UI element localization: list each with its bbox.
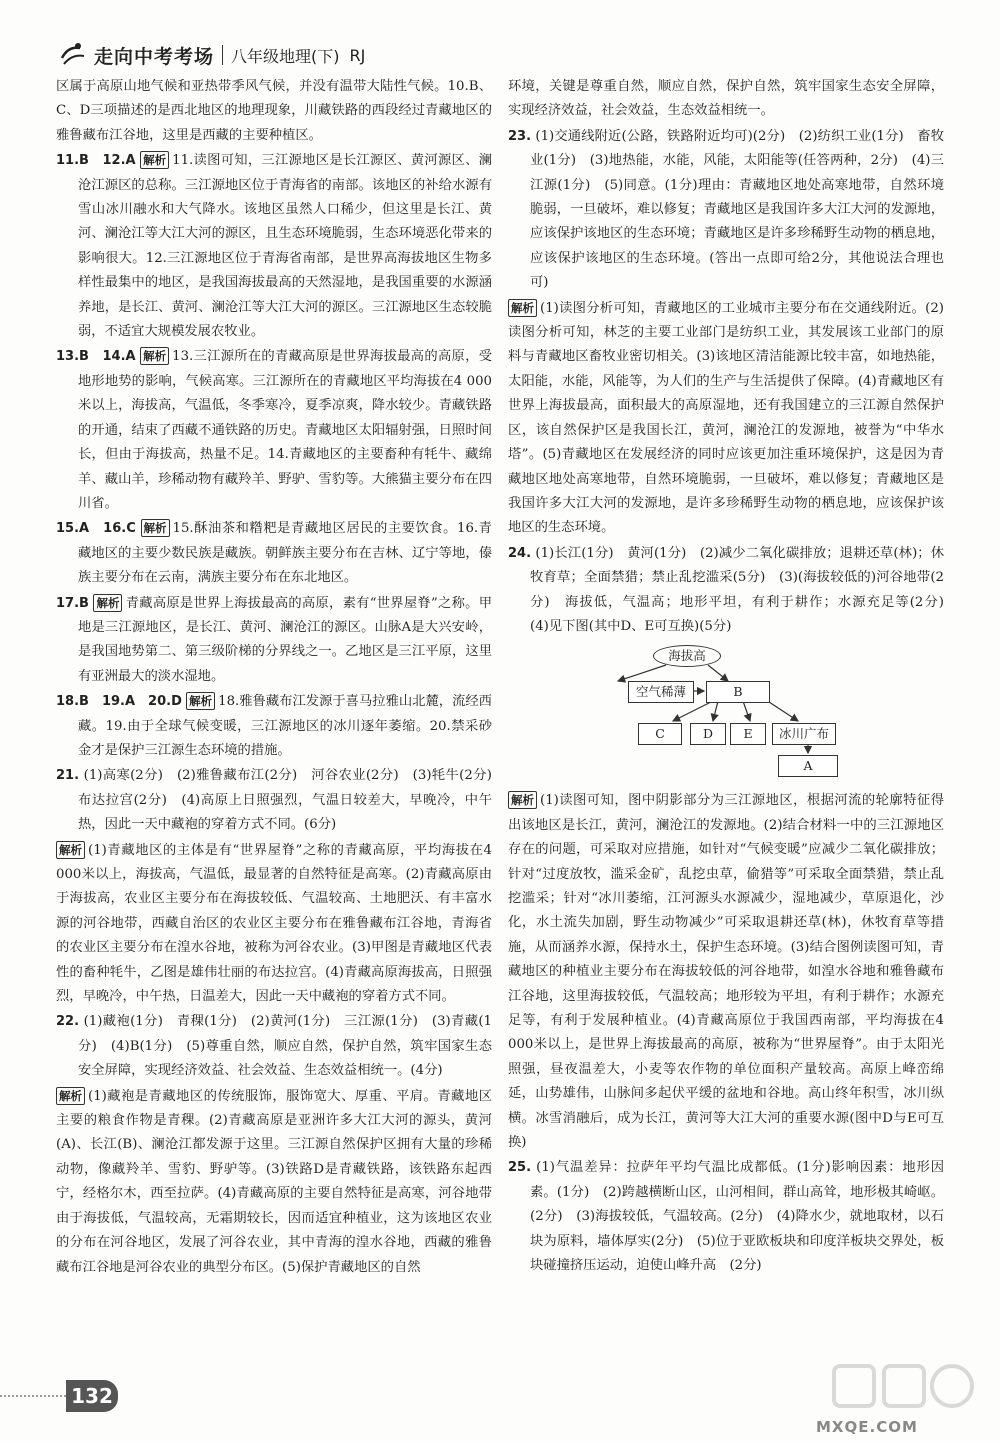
answer-item bbox=[508, 75, 944, 124]
analysis-tag: 解析 bbox=[186, 692, 215, 710]
answer-text: (1)交通线附近(公路，铁路附近均可)(2分) (2)纺织工业(1分) 畜牧业(1分) (3)地热能，水能，风能，太阳能等(任答两种，2分) (4)三江源(1分) (5)同意。(1分)理由：青藏地区地处高寒地带，自然环境脆弱，一旦破坏，难以修复；青藏地区是我国许多大江大河的发源地，应该保护该地区的生态环境；青藏地区是许多珍稀野生动物的栖息地，应该保护该地区的生态环境。(答出一点即可给2分，其他说法合理也可) bbox=[530, 128, 944, 291]
answer-text: 18.雅鲁藏布江发源于喜马拉雅山北麓，流经西藏。19.由于全球气候变暖，三江源地区的冰川逐年萎缩。20.禁采砂金才是保护三江源生态环境的措施。 bbox=[78, 694, 492, 758]
answer-text: 环境，关键是尊重自然，顺应自然，保护自然，筑牢国家生态安全屏障，实现经济效益，社会效益，生态效益相统一。 bbox=[508, 79, 944, 119]
answer-item bbox=[508, 125, 944, 296]
analysis-text: (1)藏袍是青藏地区的传统服饰，服饰宽大、厚重、平肩。青藏地区主要的粮食作物是青稞。(2)青藏高原是亚洲许多大江大河的源头，黄河(A)、长江(B)、澜沧江都发源于这里。三江源自然保护区拥有大量的珍稀动物，像藏羚羊、雪豹、野驴等。(3)铁路D是青藏铁路，该铁路东起西宁，经格尔木，西至拉萨。(4)青藏高原的主要自然特征是高寒，河谷地带由于海拔低，气温较高，无霜期较长，因而适宜种植业，这为该地区农业的分布在河谷地区，发展了河谷农业，其中青海的湟水谷地，西藏的雅鲁藏布江谷地是河谷农业的典型分布区。(5)保护青藏地区的自然 bbox=[56, 1088, 492, 1275]
node-altitude-high: 海拔高 bbox=[653, 645, 721, 667]
answer-item bbox=[508, 1156, 944, 1278]
answer-item bbox=[56, 690, 492, 763]
answer-item bbox=[56, 149, 492, 344]
node-glacier: 冰川广布 bbox=[772, 723, 836, 745]
analysis-tag: 解析 bbox=[56, 1087, 85, 1105]
node-a: A bbox=[778, 755, 838, 777]
node-d: D bbox=[690, 723, 726, 745]
answer-text: 13.三江源所在的青藏高原是世界海拔最高的高原，受地形地势的影响，气候高寒。三江源所在的青藏地区平均海拔在4 000米以上，海拔高，气温低，冬季寒冷，夏季凉爽，降水较少。青藏铁路的开通，结束了西藏不通铁路的历史。青藏地区太阳辐射强，日照时间长，但由于海拔高，热量不足。14.青藏地区的主要畜种有牦牛、藏绵羊、藏山羊，珍稀动物有藏羚羊、野驴、雪豹等。大熊猫主要分布在四川省。 bbox=[78, 349, 492, 511]
analysis-tag: 解析 bbox=[93, 594, 122, 612]
watermark-text: MXQE.COM bbox=[816, 1418, 918, 1436]
analysis-tag: 解析 bbox=[508, 299, 537, 317]
node-e: E bbox=[730, 723, 766, 745]
answer-item bbox=[56, 1010, 492, 1083]
node-c: C bbox=[638, 723, 682, 745]
header-divider bbox=[222, 45, 223, 65]
answer-text: (1)气温差异：拉萨年平均气温比成都低。(1分)影响因素：地形因素。(1分) (2)跨越横断山区，山河相间，群山高耸，地形极其崎岖。(2分) (3)海拔较低，气温较高。(2分) (4)降水少，就地取材，以石块为原料，墙体厚实(2分) (5)位于亚欧板块和印度洋板块交界处，板块碰撞挤压运动，迫使山峰升高 (2分) bbox=[530, 1160, 944, 1274]
question-number: 23. bbox=[508, 128, 532, 144]
question-number: 25. bbox=[508, 1160, 532, 1176]
answer-item bbox=[508, 542, 958, 640]
answer-text: 青藏高原是世界上海拔最高的高原，素有“世界屋脊”之称。甲地是三江源地区，是长江、黄河、澜沧江的源区。山脉A是大兴安岭，是我国地势第二、第三级阶梯的分界线之一。乙地区是三江平原，这里有亚洲最大的淡水湿地。 bbox=[78, 595, 492, 684]
edition-label: RJ bbox=[349, 45, 366, 65]
answer-item bbox=[56, 764, 506, 837]
question-number: 21. bbox=[56, 768, 80, 784]
answer-item bbox=[56, 345, 492, 516]
left-column bbox=[56, 75, 506, 1281]
question-number: 18.B 19.A 20.D bbox=[56, 694, 182, 710]
right-column bbox=[508, 75, 958, 1279]
question-number: 11.B 12.A bbox=[56, 153, 136, 169]
answer-text: (1)藏袍(1分) 青稞(1分) (2)黄河(1分) 三江源(1分) (3)青藏(1分) (4)B(1分) (5)尊重自然，顺应自然，保护自然，筑牢国家生态安全屏障，实现经济效益、社会效益、生态效益相统一。(4分) bbox=[78, 1014, 492, 1079]
answer-item bbox=[56, 592, 492, 690]
analysis-item bbox=[508, 297, 944, 541]
question-number: 17.B bbox=[56, 595, 89, 611]
footer-rule bbox=[0, 1395, 66, 1398]
analysis-tag: 解析 bbox=[141, 519, 170, 537]
analysis-tag: 解析 bbox=[508, 791, 537, 809]
analysis-item bbox=[56, 1085, 492, 1280]
answer-text: 11.读图可知，三江源地区是长江源区、黄河源区、澜沧江源区的总称。三江源地区位于青海省的南部。该地区的补给水源有雪山冰川融水和大气降水。该地区虽然人口稀少，但这里是长江、黄河、澜沧江等大江大河的源区，且生态环境脆弱，生态环境恶化带来的影响很大。12.三江源地区位于青海省南部，是世界高海拔地区生物多样性最集中的地区，是我国海拔最高的天然湿地，是我国重要的水源涵养地，是长江、黄河、澜沧江等大江大河的源区。三江源地区生态较脆弱，不适宜大规模发展农牧业。 bbox=[78, 153, 492, 340]
analysis-text: (1)读图分析可知，青藏地区的工业城市主要分布在交通线附近。(2)读图分析可知，林芝的主要工业部门是纺织工业，其发展该工业部门的原料与青藏地区畜牧业密切相关。(3)该地区清洁能源比较丰富，如地热能，太阳能，水能，风能等，为人们的生产与生活提供了保障。(4)青藏地区有世界上海拔最高，面积最大的高原湿地，还有我国建立的三江源自然保护区，该自然保护区是我国长江，黄河，澜沧江的发源地，被誉为“中华水塔”。(5)青藏地区在发展经济的同时应该更加注重环境保护，这是因为青藏地区地处高寒地带，自然环境脆弱，一旦破坏，难以修复；青藏地区是我国许多大江大河的发源地，是许多珍稀野生动物的栖息地，应该保护该地区的生态环境。 bbox=[508, 300, 944, 536]
question-number: 24. bbox=[508, 545, 532, 561]
analysis-text: (1)读图可知，图中阴影部分为三江源地区，根据河流的轮廓特征得出该地区是长江，黄河，澜沧江的发源地。(2)结合材料一中的三江源地区存在的问题，可采取对应措施，如针对“气候变暖”应减少二氧化碳排放；针对“过度放牧，滥采金矿，乱挖虫草，偷猎等”可采取全面禁猎，禁止乱挖滥采；针对“冰川萎缩，江河源头水源减少，湿地减少，草原退化，沙化，水土流失加剧，野生动物减少”可采取退耕还草(林)，休牧育草等措施，从而涵养水源，保持水土，保护生态环境。(3)结合图例读图可知，青藏地区的种植业主要分布在海拔较低的河谷地带，如湟水谷地和雅鲁藏布江谷地，这里海拔较低，气温较高；地形较为平坦，有利于耕作；水源充足等，有利于发展种植业。(4)青藏高原位于我国西南部，平均海拔在4 000米以上，是世界上海拔最高的高原，被称为“世界屋脊”。由于太阳光照强，昼夜温差大，小麦等农作物的单位面积产量较高。高原上峰峦绵延，山势雄伟，山脉间多起伏平缓的盆地和谷地。高山终年积雪，冰川纵横。冰雪消融后，成为长江，黄河等大江大河的重要水源(图中D与E可互换) bbox=[508, 793, 944, 1151]
answer-text: 15.酥油茶和糌粑是青藏地区居民的主要饮食。16.青藏地区的主要少数民族是藏族。朝鲜族主要分布在吉林、辽宁等地，傣族主要分布在云南，满族主要分布在东北地区。 bbox=[78, 521, 492, 586]
analysis-item bbox=[508, 789, 944, 1155]
answer-text: 区属于高原山地气候和亚热带季风气候，并没有温带大陆性气候。10.B、C、D三项描述的是西北地区的地理现象，川藏铁路的西段经过青藏地区的雅鲁藏布江谷地，这里是西藏的主要种植区。 bbox=[56, 79, 492, 143]
flow-diagram bbox=[508, 643, 944, 783]
analysis-tag: 解析 bbox=[56, 841, 85, 859]
answer-text: (1)长江(1分) 黄河(1分) (2)减少二氧化碳排放；退耕还草(林)；休牧育草；全面禁猎；禁止乱挖滥采(5分) (3)(海拔较低的)河谷地带(2分) 海拔低，气温高；地形平坦，有利于耕作；水源充足等(2分) (4)见下图(其中D、E可互换)(5分) bbox=[530, 545, 958, 634]
analysis-tag: 解析 bbox=[140, 347, 169, 365]
subject-label: 八年级地理(下) bbox=[231, 46, 340, 66]
analysis-text: (1)青藏地区的主体是有“世界屋脊”之称的青藏高原，平均海拔在4 000米以上，海拔高，气温低，最显著的自然特征是高寒。(2)青藏高原由于海拔高，农业区主要分布在海拔较低、气温较高、土地肥沃、有丰富水源的河谷地带，西藏自治区的农业区主要分布在雅鲁藏布江谷地，青海省的农业区主要分布在湟水谷地，被称为河谷农业。(3)甲图是青藏地区代表性的畜种牦牛，乙图是雄伟壮丽的布达拉宫。(4)青藏高原海拔高，日照强烈，早晚冷，中午热，日温差大，因此一天中藏袍的穿着方式不同。 bbox=[56, 842, 492, 1005]
question-number: 22. bbox=[56, 1014, 80, 1030]
page-number: 132 bbox=[66, 1380, 118, 1412]
question-number: 13.B 14.A bbox=[56, 349, 136, 365]
brand-title: 走向中考考场 bbox=[94, 45, 215, 68]
answer-item bbox=[56, 517, 492, 590]
node-b: B bbox=[706, 681, 770, 703]
page-header bbox=[58, 40, 658, 70]
diagram-connectors bbox=[508, 643, 944, 783]
runner-logo-icon bbox=[58, 40, 88, 70]
answer-text: (1)高寒(2分) (2)雅鲁藏布江(2分) 河谷农业(2分) (3)牦牛(2分) 布达拉宫(2分) (4)高原上日照强烈，气温日较差大，早晚冷，中午热，因此一天中藏袍的穿着方式不同。(6分) bbox=[78, 768, 506, 833]
node-thin-air: 空气稀薄 bbox=[628, 681, 694, 703]
answer-item bbox=[56, 75, 492, 148]
question-number: 15.A 16.C bbox=[56, 521, 136, 537]
analysis-item bbox=[56, 839, 492, 1010]
analysis-tag: 解析 bbox=[140, 151, 169, 169]
